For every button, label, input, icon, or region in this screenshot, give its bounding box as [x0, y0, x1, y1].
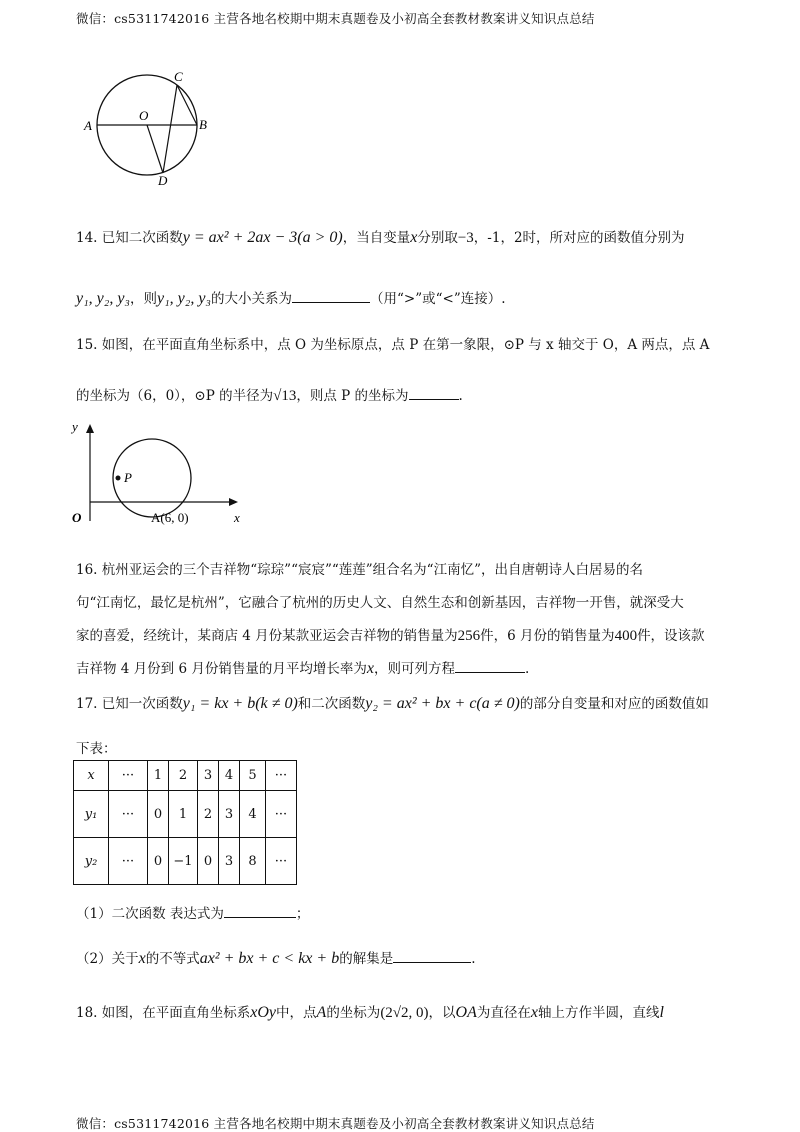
- question-18-line-1: 18. 如图，在平面直角坐标系xOy中，点A的坐标为(2√2, 0)，以OA为直径在x轴上方作半圆，直线l: [76, 1004, 664, 1021]
- table-row: x ··· 1 2 3 4 5 ···: [74, 761, 297, 791]
- x-axis-label: x: [234, 510, 240, 525]
- table-row: y₂ ··· 0 −1 0 3 8 ···: [74, 838, 297, 885]
- values-table: [73, 760, 297, 885]
- point-a-coordinate: (2√2, 0): [380, 1005, 429, 1021]
- point-a-label: A(6, 0): [151, 510, 189, 525]
- linear-function-expression: y₁ = kx + b(k ≠ 0): [182, 695, 298, 712]
- table-row: y₁ ··· 0 1 2 3 4 ···: [74, 791, 297, 838]
- answer-blank[interactable]: [409, 398, 459, 400]
- question-16-line-2: 句“江南忆，最忆是杭州”，它融合了杭州的历史人文、自然生态和创新基因，吉祥物一开售，就深受大: [76, 595, 684, 611]
- question-16-line-3: 家的喜爱，经统计，某商店 4 月份某款亚运会吉祥物的销售量为256件，6 月份的销售量为400件，设该款: [76, 628, 705, 644]
- answer-blank[interactable]: [224, 916, 296, 918]
- point-o-label: O: [139, 108, 149, 123]
- question-14-line-2: y₁, y₂, y₃，则y₁, y₂, y₃的大小关系为 （用“>”或“<”连接）.: [76, 290, 506, 307]
- point-a-label: A: [84, 118, 92, 133]
- page-footer: 微信：cs5311742016 主营各地名校期中期末真题卷及小初高全套教材教案讲义知识点总结: [76, 1116, 595, 1131]
- point-b-label: B: [199, 117, 207, 132]
- question-14-line-1: 14. 已知二次函数y = ax² + 2ax − 3(a > 0)，当自变量x分别取−3，-1，2时，所对应的函数值分别为: [76, 229, 685, 246]
- page-header: 微信：cs5311742016 主营各地名校期中期末真题卷及小初高全套教材教案讲义知识点总结: [76, 11, 595, 26]
- question-17-line-2: 下表：: [76, 741, 117, 757]
- answer-blank[interactable]: [455, 671, 525, 673]
- point-d-label: D: [158, 173, 168, 188]
- quadratic-expression: y = ax² + 2ax − 3(a > 0): [182, 229, 343, 246]
- question-16-line-1: 16. 杭州亚运会的三个吉祥物“琮琮”“宸宸”“莲莲”组合名为“江南忆”，出自唐朝诗人白居易的名: [76, 562, 643, 578]
- circle-figure-1: [80, 68, 220, 190]
- circle-figure-2: [68, 418, 258, 530]
- question-17-part-1: （1）二次函数 表达式为 ；: [76, 906, 310, 922]
- answer-blank[interactable]: [393, 961, 471, 963]
- inequality-expression: ax² + bx + c < kx + b: [199, 950, 340, 967]
- point-p-label: P: [124, 470, 132, 485]
- quadratic-function-expression: y₂ = ax² + bx + c(a ≠ 0): [365, 695, 520, 712]
- radius-value: √13: [273, 388, 297, 404]
- question-17-line-1: 17. 已知一次函数y₁ = kx + b(k ≠ 0)和二次函数y₂ = ax² + bx + c(a ≠ 0)的部分自变量和对应的函数值如: [76, 695, 709, 712]
- question-17-part-2: （2）关于x的不等式ax² + bx + c < kx + b的解集是 .: [76, 950, 476, 967]
- question-16-line-4: 吉祥物 4 月份到 6 月份销售量的月平均增长率为x，则可列方程 .: [76, 660, 530, 677]
- question-15-line-1: 15. 如图，在平面直角坐标系中，点 O 为坐标原点，点 P 在第一象限，⊙P 与 x 轴交于 O，A 两点，点 A: [76, 337, 710, 353]
- point-c-label: C: [174, 69, 183, 84]
- question-15-line-2: 的坐标为（6，0），⊙P 的半径为√13，则点 P 的坐标为 .: [76, 388, 463, 404]
- origin-label: O: [72, 510, 82, 525]
- y-axis-label: y: [72, 419, 78, 434]
- answer-blank[interactable]: [292, 301, 370, 303]
